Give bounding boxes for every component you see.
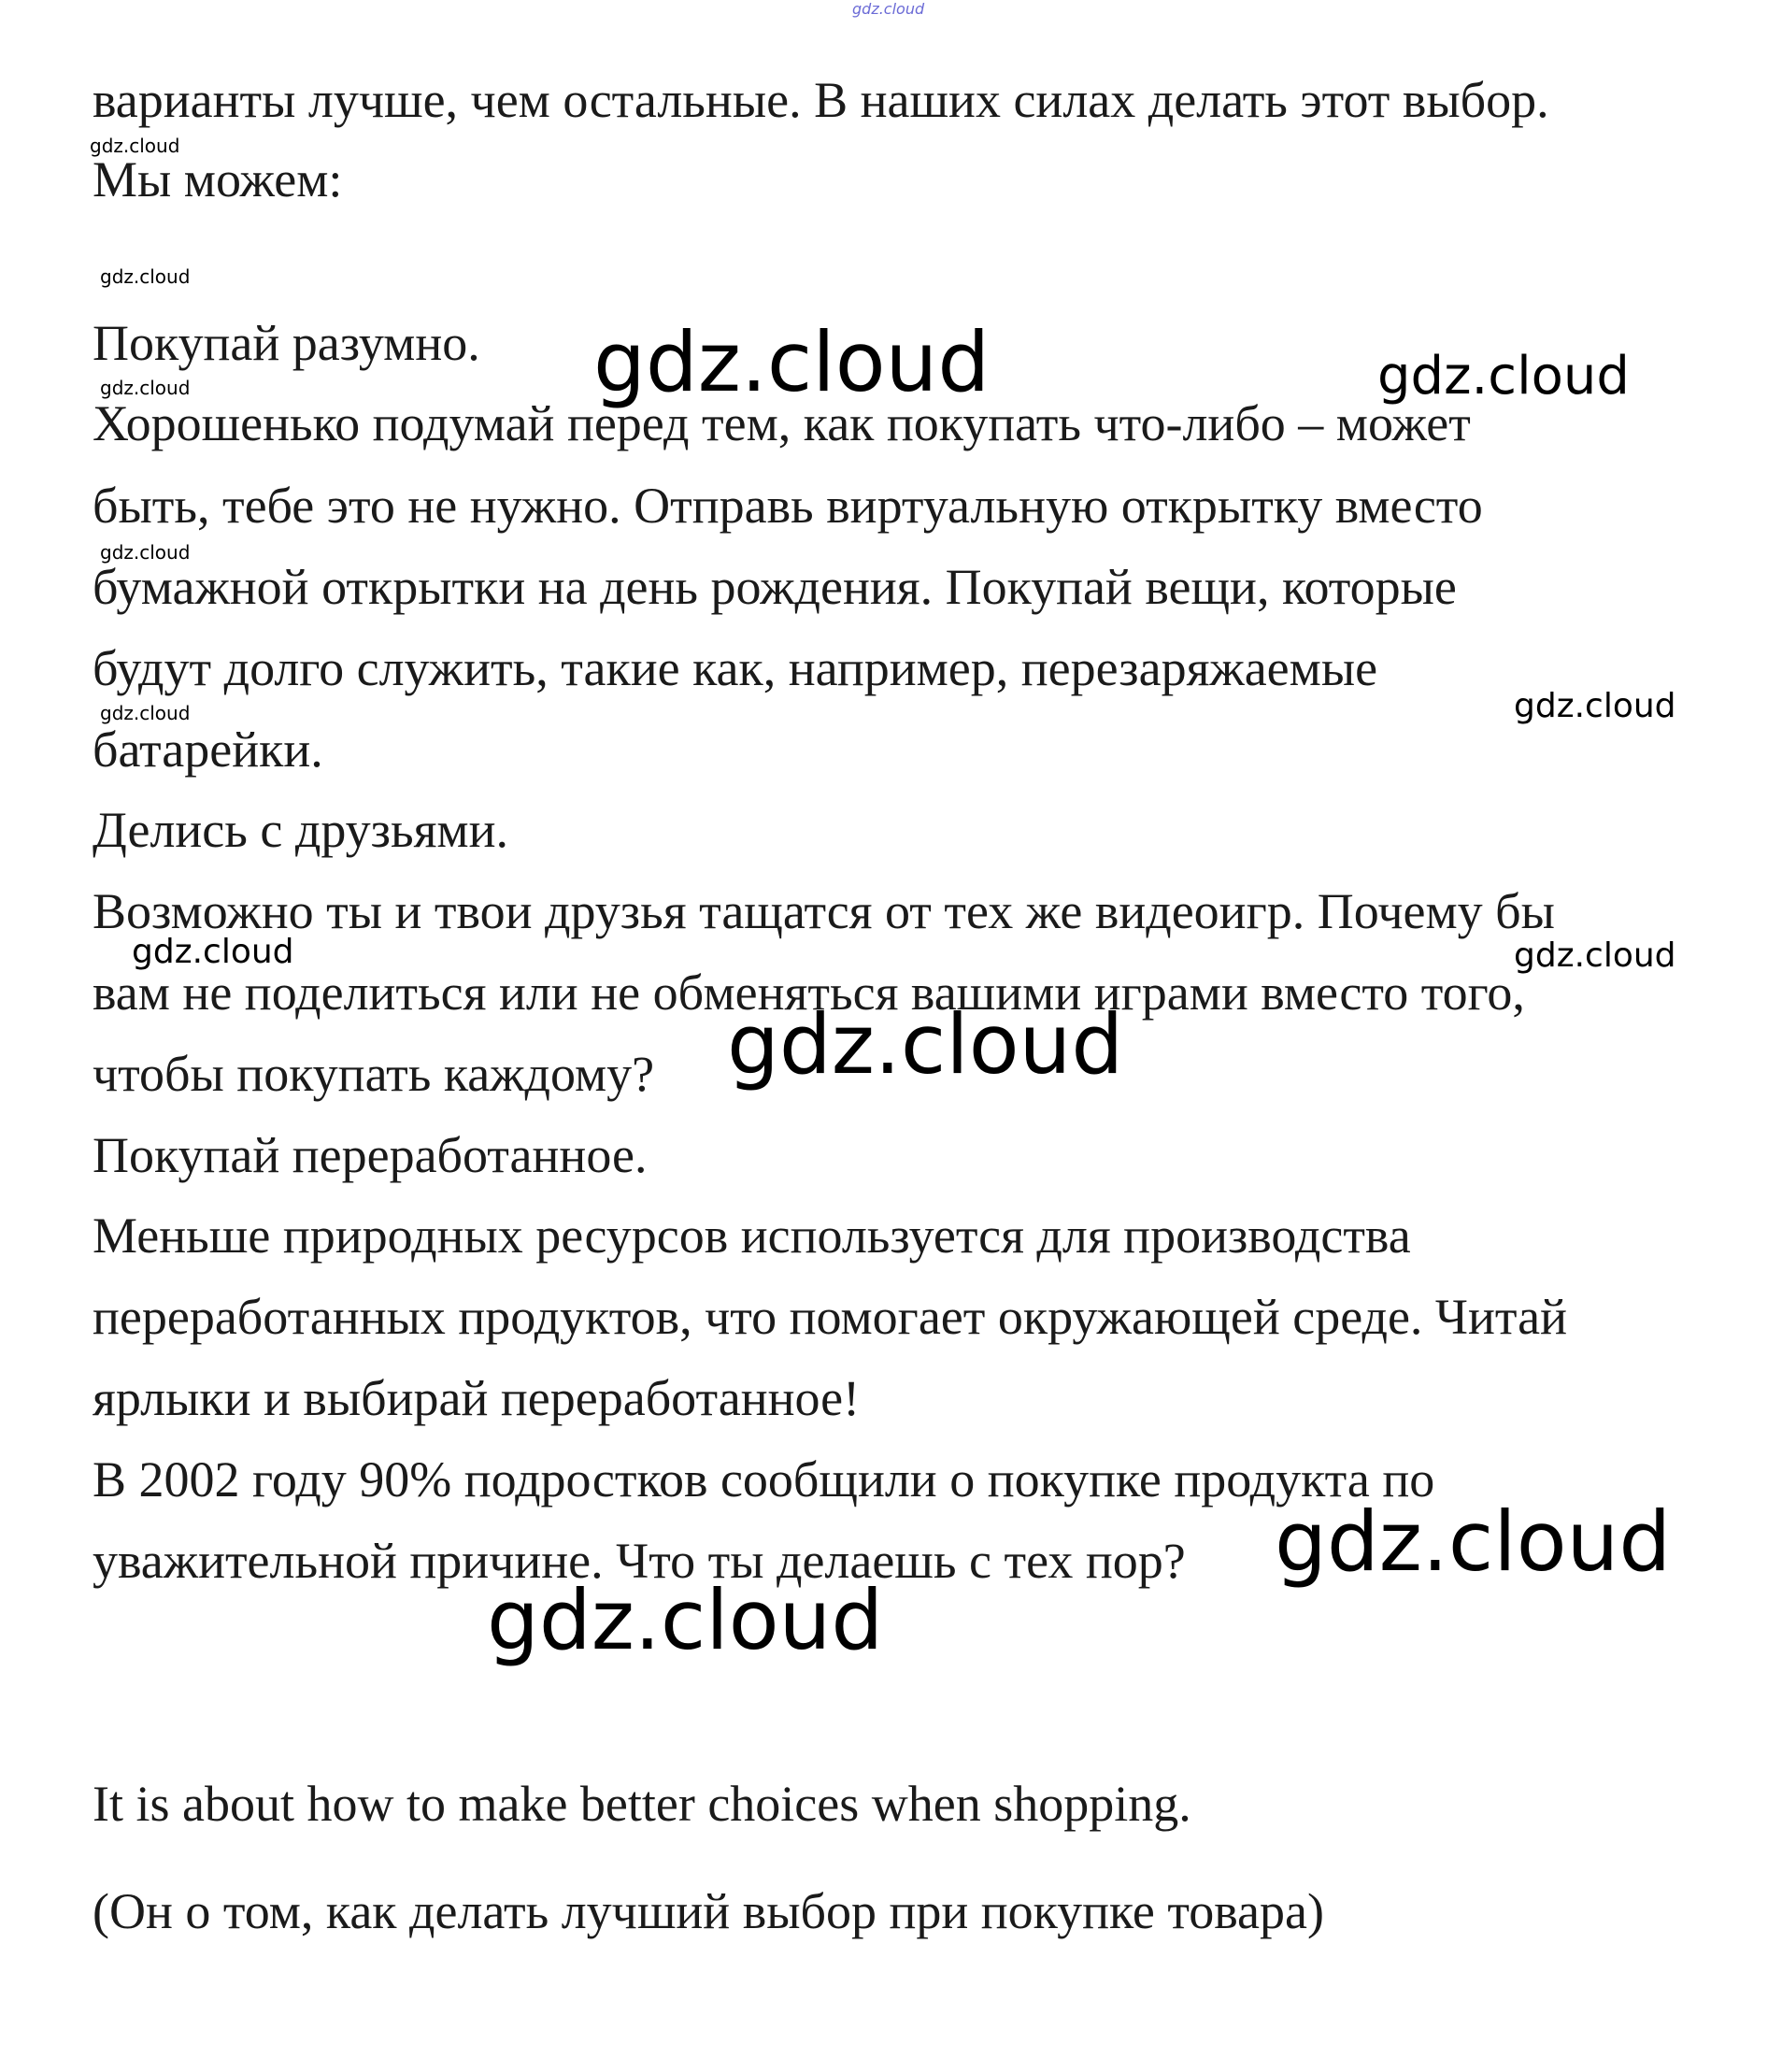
watermark: gdz.cloud xyxy=(100,377,191,399)
watermark: gdz.cloud xyxy=(100,541,191,564)
text-line: батарейки. xyxy=(93,722,323,778)
watermark: gdz.cloud xyxy=(100,702,191,724)
answer-english: It is about how to make better choices when shopping. xyxy=(93,1776,1191,1832)
text-line: вам не поделиться или не обменяться вашими играми вместо того, xyxy=(93,965,1525,1021)
watermark: gdz.cloud xyxy=(90,135,180,157)
text-line: чтобы покупать каждому? xyxy=(93,1046,655,1102)
text-line: уважительной причине. Что ты делаешь с тех пор? xyxy=(93,1533,1186,1589)
text-line: Возможно ты и твои друзья тащатся от тех же видеоигр. Почему бы xyxy=(93,883,1555,939)
watermark: gdz.cloud xyxy=(132,933,294,971)
watermark: gdz.cloud xyxy=(1377,346,1630,407)
text-line: Хорошенько подумай перед тем, как покупать что-либо – может xyxy=(93,395,1471,451)
text-line: варианты лучше, чем остальные. В наших силах делать этот выбор. xyxy=(93,72,1549,128)
answer-russian: (Он о том, как делать лучший выбор при покупке товара) xyxy=(93,1883,1324,1939)
text-line: Меньше природных ресурсов используется для производства xyxy=(93,1207,1411,1264)
watermark: gdz.cloud xyxy=(1275,1493,1672,1590)
text-line: В 2002 году 90% подростков сообщили о покупке продукта по xyxy=(93,1451,1435,1508)
watermark: gdz.cloud xyxy=(1514,687,1676,725)
watermark: gdz.cloud xyxy=(487,1572,884,1668)
section-heading: Покупай разумно. xyxy=(93,315,480,371)
watermark: gdz.cloud xyxy=(593,314,991,410)
section-heading: Делись с друзьями. xyxy=(93,802,508,858)
text-line: будут долго служить, такие как, например, перезаряжаемые xyxy=(93,640,1378,696)
text-line: Мы можем: xyxy=(93,151,343,207)
watermark: gdz.cloud xyxy=(727,996,1124,1093)
watermark: gdz.cloud xyxy=(852,0,925,18)
text-line: переработанных продуктов, что помогает окружающей среде. Читай xyxy=(93,1289,1568,1345)
text-line: ярлыки и выбирай переработанное! xyxy=(93,1370,861,1426)
watermark: gdz.cloud xyxy=(1514,936,1676,975)
section-heading: Покупай переработанное. xyxy=(93,1127,648,1183)
text-line: быть, тебе это не нужно. Отправь виртуальную открытку вместо xyxy=(93,478,1483,534)
text-line: бумажной открытки на день рождения. Покупай вещи, которые xyxy=(93,559,1457,615)
watermark: gdz.cloud xyxy=(100,265,191,288)
